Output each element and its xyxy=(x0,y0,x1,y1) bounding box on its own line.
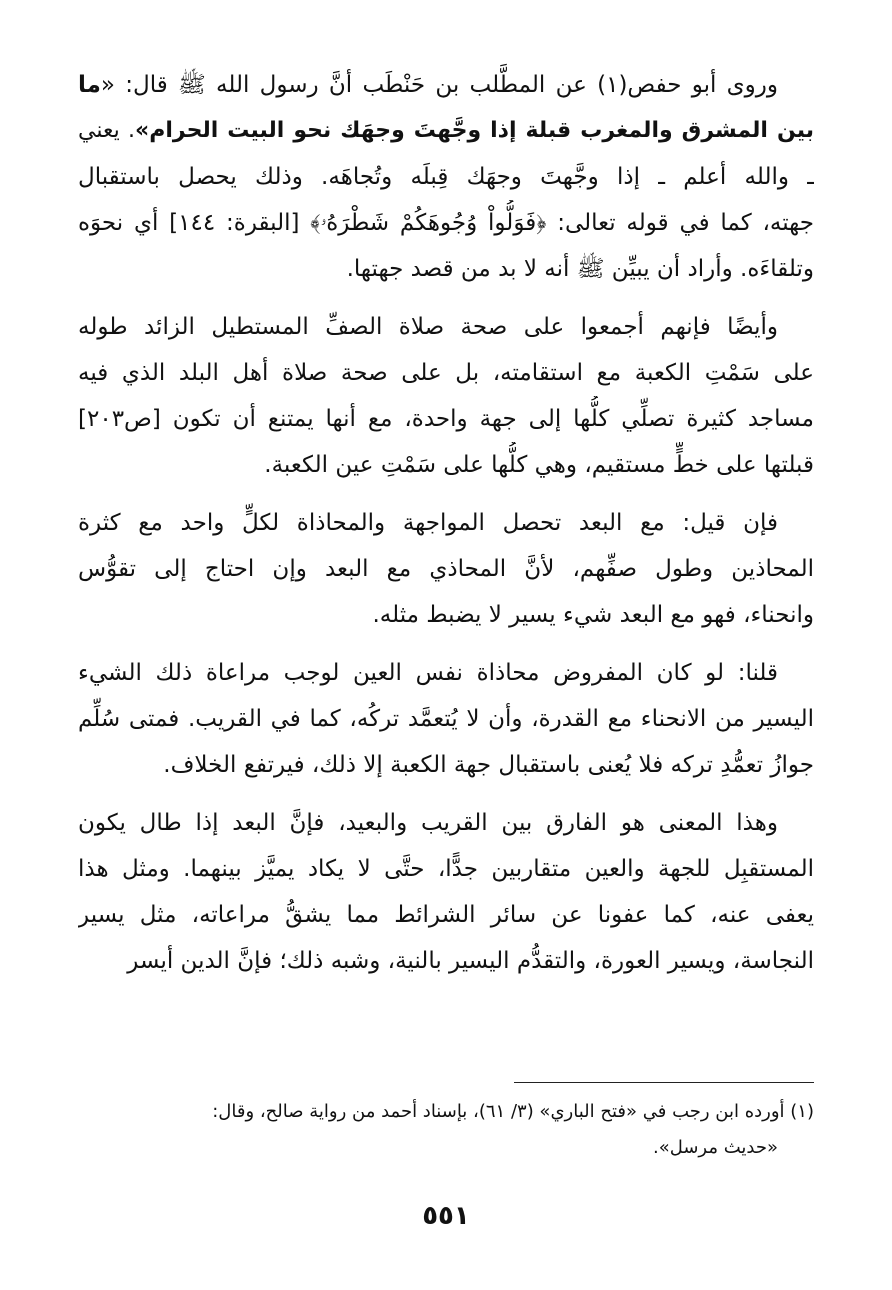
paragraph xyxy=(78,800,814,984)
paragraph xyxy=(78,650,814,788)
text-line xyxy=(78,742,814,788)
text-line xyxy=(78,154,814,200)
text-segment: قبلتها على خطٍّ مستقيم، وهي كلُّها على سَمْتِ عين الكعبة. xyxy=(264,452,814,478)
paragraph xyxy=(78,62,814,292)
text-line xyxy=(78,696,814,742)
text-segment: يعفى عنه، كما عفونا عن سائر الشرائط مما يشقُّ مراعاته، مثل يسير xyxy=(78,902,814,928)
text-segment: اليسير من الانحناء مع القدرة، وأن لا يُتعمَّد تركُه، كما في القريب. فمتى سُلِّم xyxy=(78,706,814,732)
footnote xyxy=(78,1094,814,1166)
footnote-separator xyxy=(514,1082,814,1083)
text-line xyxy=(78,546,814,592)
text-line xyxy=(78,500,814,546)
text-line xyxy=(78,246,814,292)
text-segment: وروى أبو حفص(١) عن المطَّلب بن حَنْطَب أنَّ رسول الله ﷺ قال: « xyxy=(100,72,778,98)
text-segment: فإن قيل: مع البعد تحصل المواجهة والمحاذاة لكلٍّ واحد مع كثرة xyxy=(78,510,778,536)
text-line xyxy=(78,938,814,984)
text-segment: قلنا: لو كان المفروض محاذاة نفس العين لوجب مراعاة ذلك الشيء xyxy=(78,660,778,686)
footnote-line: «حديث مرسل». xyxy=(652,1137,778,1158)
text-line xyxy=(78,62,814,108)
text-segment: . يعني xyxy=(78,118,136,143)
text-segment: وانحناء، فهو مع البعد شيء يسير لا يضبط مثله. xyxy=(372,602,814,628)
text-line xyxy=(78,200,814,246)
text-segment: مساجد كثيرة تصلِّي كلُّها إلى جهة واحدة، مع أنها يمتنع أن تكون [ص٢٠٣] xyxy=(78,406,814,432)
text-line xyxy=(78,592,814,638)
text-segment: جهته، كما في قوله تعالى: ﴿فَوَلُّواْ وُجُوهَكُمْ شَطْرَهُۥ﴾ [البقرة: ١٤٤] أي نحوَه xyxy=(78,210,814,236)
text-segment: وتلقاءَه. وأراد أن يبيِّن ﷺ أنه لا بد من قصد جهتها. xyxy=(346,256,814,282)
paragraph xyxy=(78,500,814,638)
text-segment: جوازُ تعمُّدِ تركه فلا يُعنى باستقبال جهة الكعبة إلا ذلك، فيرتفع الخلاف. xyxy=(163,752,814,778)
text-line xyxy=(78,396,814,442)
text-line xyxy=(78,108,814,154)
text-line xyxy=(78,650,814,696)
footnote-line: (١) أورده ابن رجب في «فتح الباري» (٣/ ٦١)، بإسناد أحمد من رواية صالح، وقال: xyxy=(212,1101,814,1122)
main-text xyxy=(78,62,814,996)
text-segment: المحاذين وطول صفِّهم، لأنَّ المحاذي مع البعد وإن احتاج إلى تقوُّس xyxy=(78,556,814,582)
text-segment: على سَمْتِ الكعبة مع استقامته، بل على صحة صلاة أهل البلد الذي فيه xyxy=(78,360,814,386)
text-segment: ـ والله أعلم ـ إذا وجَّهتَ وجهَك قِبلَه وتُجاهَه. وذلك يحصل باستقبال xyxy=(78,164,814,190)
text-line xyxy=(78,800,814,846)
text-line xyxy=(78,892,814,938)
text-segment: وأيضًا فإنهم أجمعوا على صحة صلاة الصفِّ المستطيل الزائد طوله xyxy=(78,314,778,340)
text-line xyxy=(78,846,814,892)
paragraph xyxy=(78,304,814,488)
text-line xyxy=(78,442,814,488)
text-segment: المستقبِل للجهة والعين متقاربين جدًّا، حتَّى لا يكاد يميَّز بينهما. ومثل هذا xyxy=(78,856,814,882)
hadith-text: ما xyxy=(78,72,101,98)
text-line xyxy=(78,350,814,396)
text-line xyxy=(78,304,814,350)
text-segment: النجاسة، ويسير العورة، والتقدُّم اليسير بالنية، وشبه ذلك؛ فإنَّ الدين أيسر xyxy=(127,948,814,974)
text-segment: وهذا المعنى هو الفارق بين القريب والبعيد، فإنَّ البعد إذا طال يكون xyxy=(78,810,778,836)
page-number: ٥٥١ xyxy=(422,1201,470,1231)
hadith-text: بين المشرق والمغرب قبلة إذا وجَّهتَ وجهَك نحو البيت الحرام» xyxy=(135,118,814,143)
